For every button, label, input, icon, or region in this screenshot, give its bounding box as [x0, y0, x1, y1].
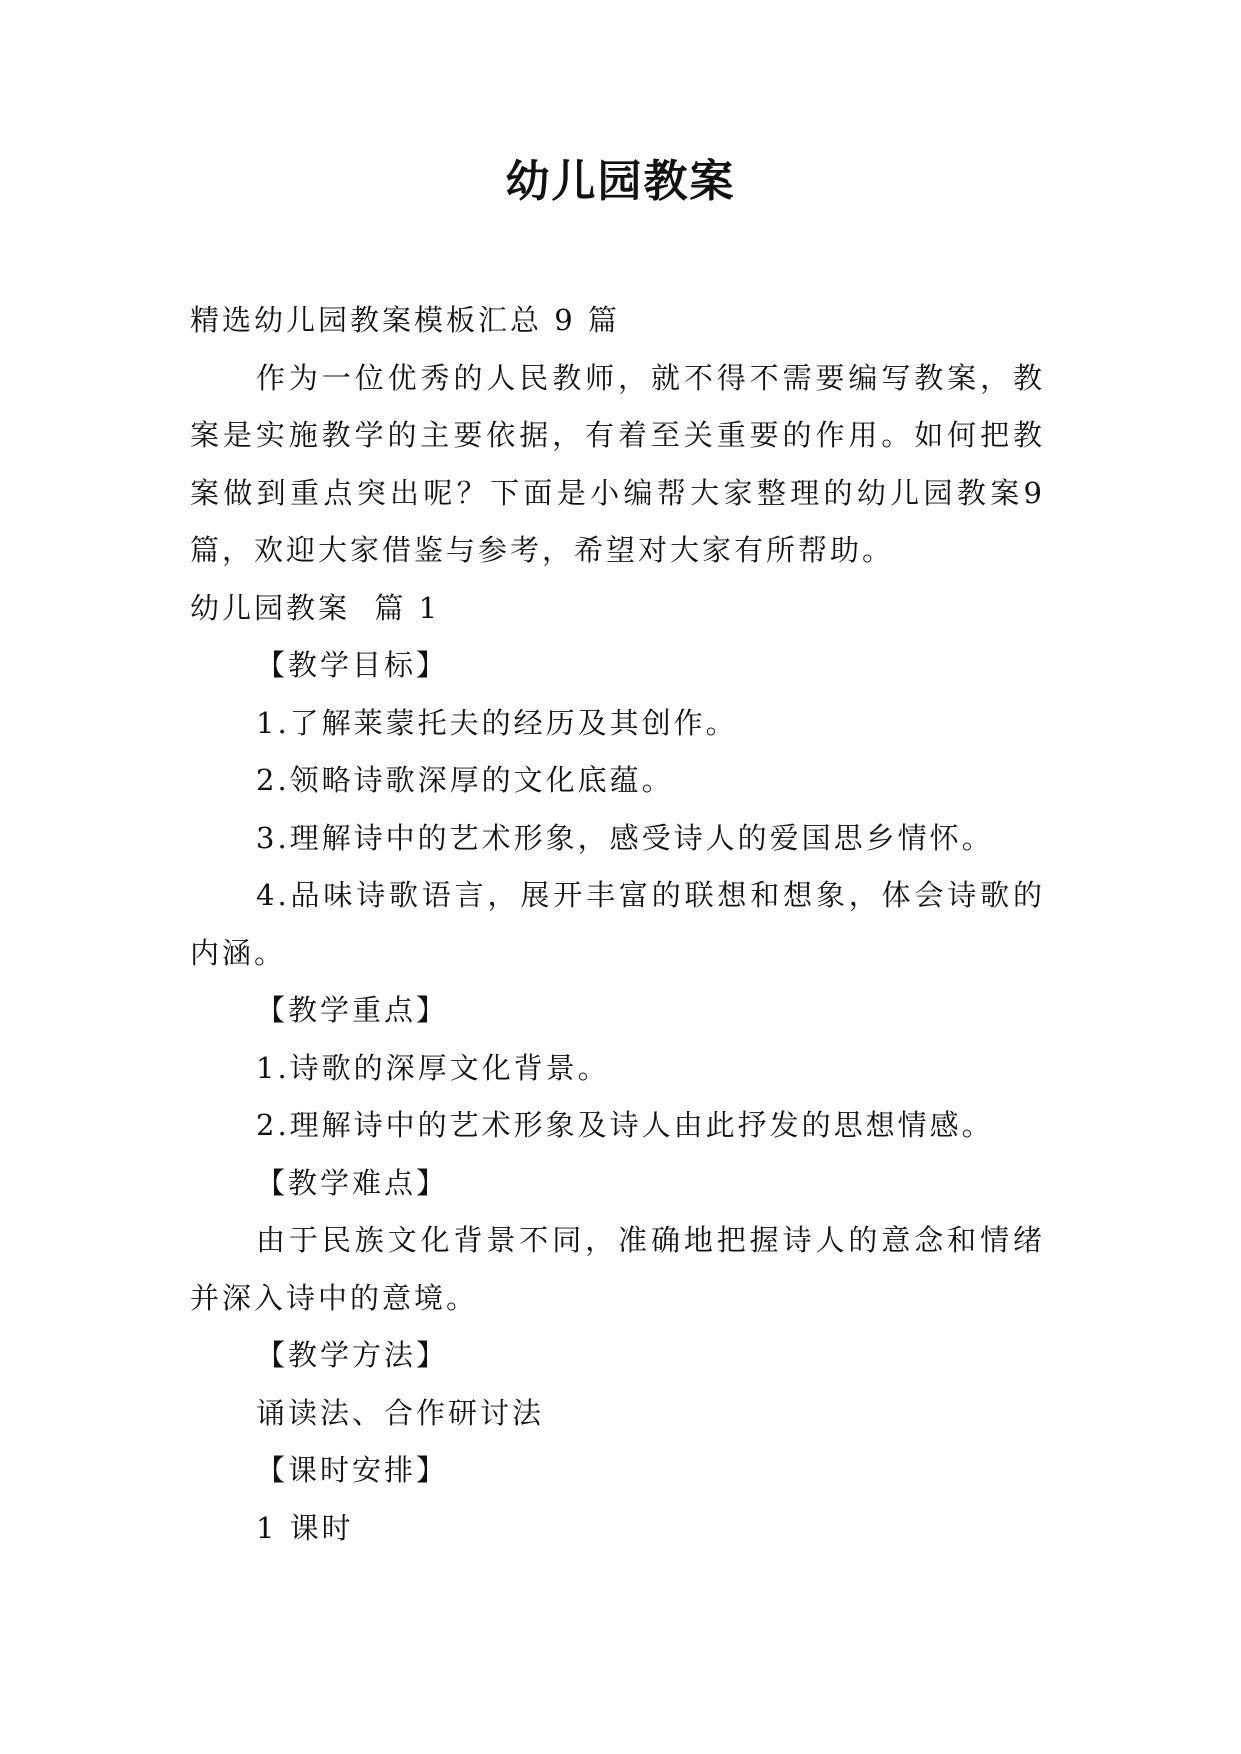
goal-item: 2.领略诗歌深厚的文化底蕴。: [256, 763, 674, 797]
goal-item: 1.了解莱蒙托夫的经历及其创作。: [256, 705, 738, 740]
key-point-item: 1.诗歌的深厚文化背景。: [256, 1050, 610, 1085]
document-title: 幼儿园教案: [505, 156, 736, 207]
key-points-heading: 【教学重点】: [256, 993, 449, 1027]
document-body: [190, 292, 1045, 1557]
section-heading: 幼儿园教案 篇 1: [190, 590, 441, 625]
method-heading: 【教学方法】: [256, 1338, 449, 1372]
schedule-text: 1 课时: [256, 1510, 354, 1545]
intro-paragraph: 作为一位优秀的人民教师，就不得不需要编写教案，教案是实施教学的主要依据，有着至关重要的作用。如何把教案做到重点突出呢？下面是小编帮大家整理的幼儿园教案9篇，欢迎大家借鉴与参考，希望对大家有所帮助。: [190, 360, 1045, 567]
method-text: 诵读法、合作研讨法: [256, 1395, 545, 1430]
document-subtitle: 精选幼儿园教案模板汇总 9 篇: [190, 303, 620, 337]
goals-heading: 【教学目标】: [256, 648, 449, 682]
difficulty-text: 由于民族文化背景不同，准确地把握诗人的意念和情绪并深入诗中的意境。: [190, 1223, 1045, 1315]
goal-item: 4.品味诗歌语言，展开丰富的联想和想象，体会诗歌的内涵。: [190, 878, 1045, 970]
schedule-heading: 【课时安排】: [256, 1453, 449, 1487]
key-point-item: 2.理解诗中的艺术形象及诗人由此抒发的思想情感。: [256, 1108, 994, 1142]
difficulty-heading: 【教学难点】: [256, 1165, 449, 1200]
goal-item: 3.理解诗中的艺术形象，感受诗人的爱国思乡情怀。: [256, 820, 994, 855]
